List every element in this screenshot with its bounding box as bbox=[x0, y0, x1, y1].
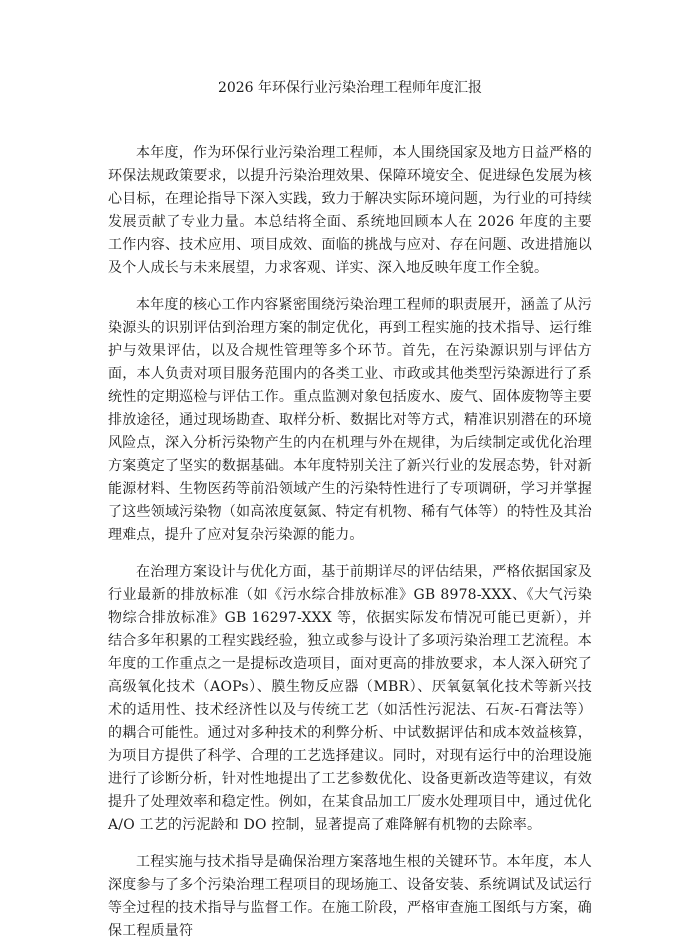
paragraph-intro: 本年度，作为环保行业污染治理工程师，本人围绕国家及地方日益严格的环保法规政策要求，以提升污染治理效果、保障环境安全、促进绿色发展为核心目标，在理论指导下深入实践，致力于解决实际环境问题，为行业的可持续发展贡献了专业力量。本总结将全面、系统地回顾本人在 2026 年度的主要工作内容、技术应用、项目成效、面临的挑战与应对、存在问题、改进措施以及个人成长与未来展望，力求客观、详实、深入地反映年度工作全貌。 bbox=[108, 145, 592, 276]
paragraph-core-work: 本年度的核心工作内容紧密围绕污染治理工程师的职责展开，涵盖了从污染源头的识别评估到治理方案的制定优化，再到工程实施的技术指导、运行维护与效果评估，以及合规性管理等多个环节。首先，在污染源识别与评估方面，本人负责对项目服务范围内的各类工业、市政或其他类型污染源进行了系统性的定期巡检与评估工作。重点监测对象包括废水、废气、固体废物等主要排放途径，通过现场勘查、取样分析、数据比对等方式，精准识别潜在的环境风险点，深入分析污染物产生的内在机理与外在规律，为后续制定或优化治理方案奠定了坚实的数据基础。本年度特别关注了新兴行业的发展态势，针对新能源材料、生物医药等前沿领域产生的污染特性进行了专项调研，学习并掌握了这些领域污染物（如高浓度氨氮、特定有机物、稀有气体等）的特性及其治理难点，提升了应对复杂污染源的能力。 bbox=[108, 297, 592, 543]
paragraph-engineering: 工程实施与技术指导是确保治理方案落地生根的关键环节。本年度，本人深度参与了多个污染治理工程项目的现场施工、设备安装、系统调试及试运行等全过程的技术指导与监督工作。在施工阶段，严格审查施工图纸与方案，确保工程质量符 bbox=[108, 854, 592, 939]
document-title: 2026 年环保行业污染治理工程师年度汇报 bbox=[217, 80, 483, 96]
paragraph-scheme-design: 在治理方案设计与优化方面，基于前期详尽的评估结果，严格依据国家及行业最新的排放标准（如《污水综合排放标准》GB 8978-XXX、《大气污染物综合排放标准》GB 16297-XXX 等，依据实际发布情况可能已更新），并结合多年积累的工程实践经验，独立或参与设计了多项污染治理工艺流程。本年度的工作重点之一是提标改造项目，面对更高的排放要求，本人深入研究了高级氧化技术（AOPs）、膜生物反应器（MBR）、厌氧氨氧化技术等新兴技术的适用性、技术经济性以及与传统工艺（如活性污泥法、石灰-石膏法等）的耦合可能性。通过对多种技术的利弊分析、中试数据评估和成本效益核算，为项目方提供了科学、合理的工艺选择建议。同时，对现有运行中的治理设施进行了诊断分析，针对性地提出了工艺参数优化、设备更新改造等建议，有效提升了处理效率和稳定性。例如，在某食品加工厂废水处理项目中，通过优化 A/O 工艺的污泥龄和 DO 控制，显著提高了难降解有机物的去除率。 bbox=[108, 564, 592, 833]
